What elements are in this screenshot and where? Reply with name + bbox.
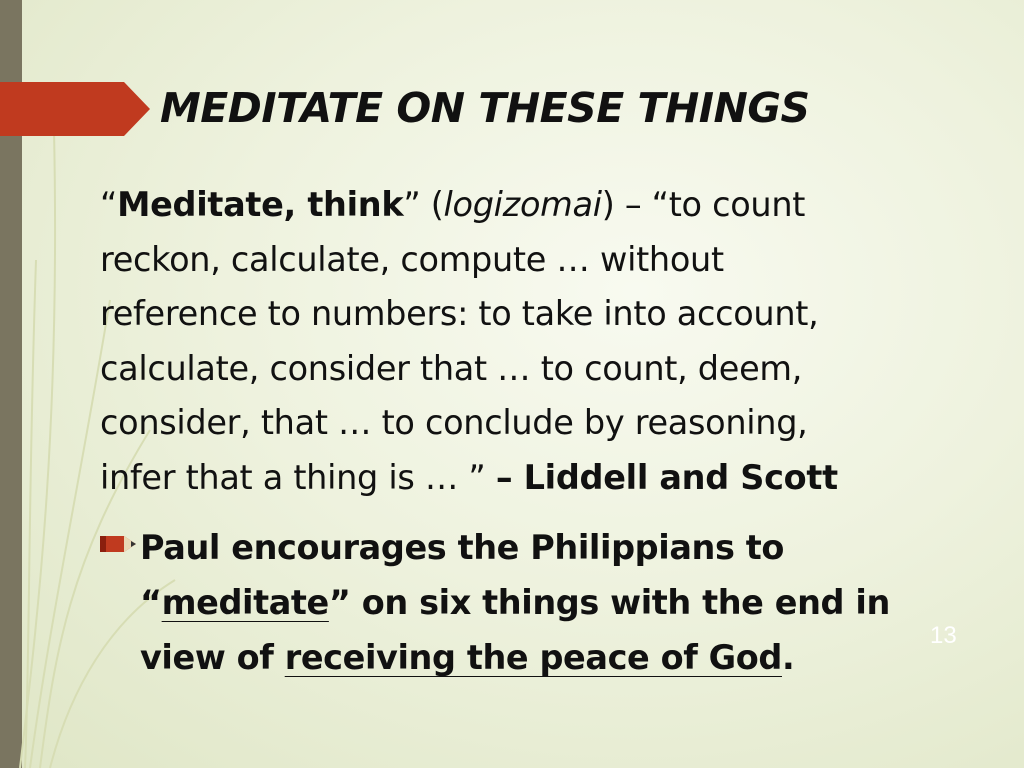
quote-line-2: reckon, calculate, compute … without: [100, 239, 724, 279]
quote-line-1: “Meditate, think” (logizomai) – “to count: [100, 185, 806, 224]
bullet-line-3: view of receiving the peace of God.: [140, 638, 795, 677]
quote-term: Meditate, think: [117, 185, 404, 224]
quote-line-5: consider, that … to conclude by reasoning,: [100, 403, 808, 443]
definition-quote: [100, 178, 960, 506]
underlined-meditate: meditate: [161, 583, 329, 622]
quote-line-6: infer that a thing is … ” – Liddell and Scott: [100, 457, 838, 497]
slide-title: MEDITATE ON THESE THINGS: [160, 84, 810, 132]
quote-source: – Liddell and Scott: [495, 457, 838, 497]
page-number: 13: [930, 622, 957, 649]
transliteration: logizomai: [443, 185, 602, 224]
bullet-line-1: Paul encourages the Philippians to: [100, 520, 960, 575]
quote-line-3: reference to numbers: to take into account,: [100, 294, 819, 334]
quote-line-4: calculate, consider that … to count, deem,: [100, 348, 803, 388]
title-arrow-icon: [0, 82, 150, 136]
bullet-line-2: “meditate” on six things with the end in: [140, 583, 890, 622]
underlined-peace-of-god: receiving the peace of God: [284, 638, 782, 677]
pencil-icon: [100, 532, 138, 556]
bullet-point: [100, 520, 960, 685]
